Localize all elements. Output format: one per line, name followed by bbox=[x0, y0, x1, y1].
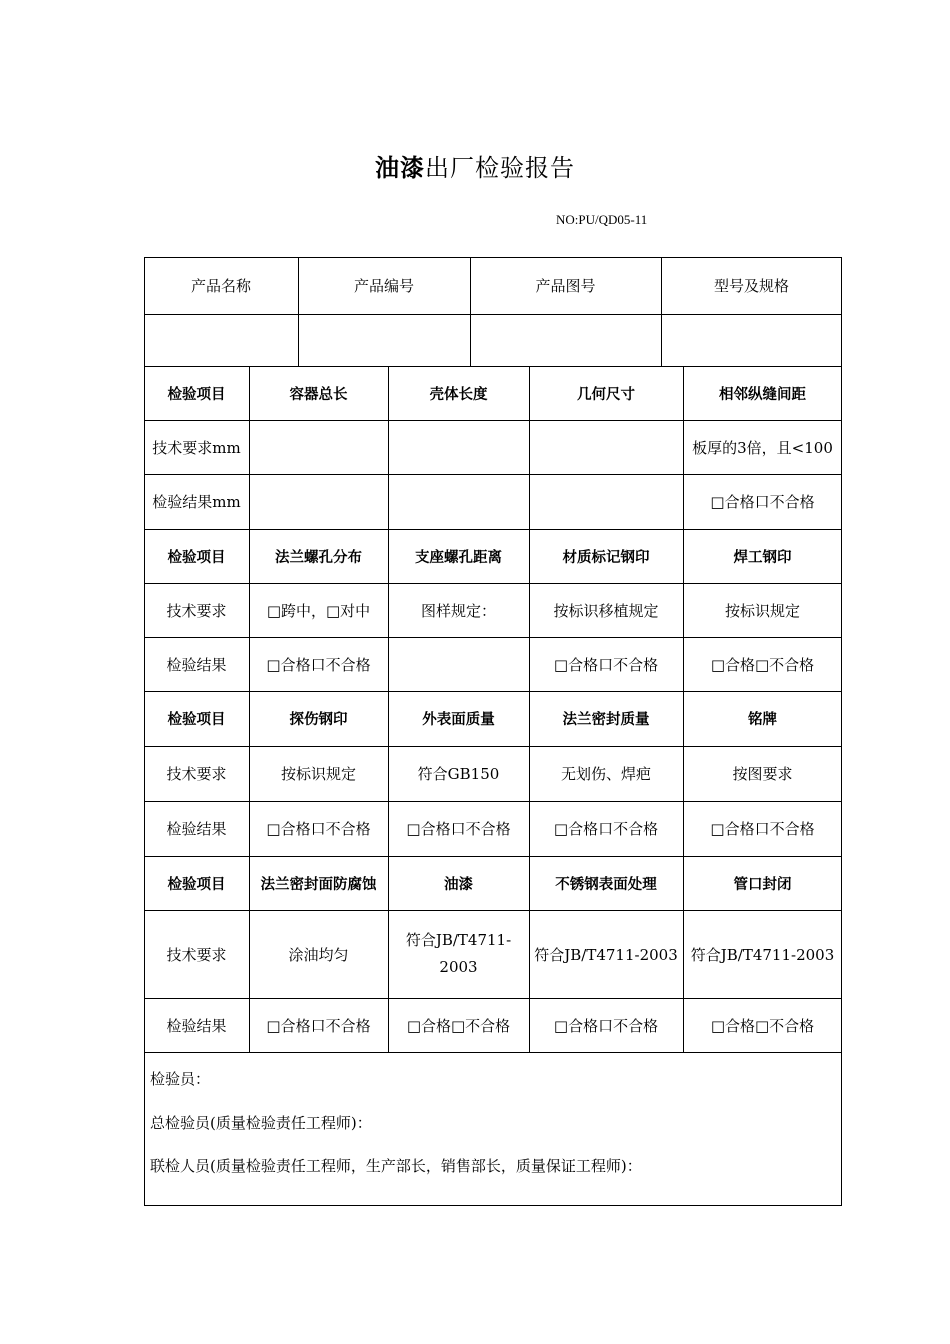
item-row-label: 检验项目 bbox=[167, 386, 226, 403]
requirement-cell bbox=[529, 420, 683, 474]
inspection-item-cell: 几何尺寸 bbox=[577, 386, 635, 403]
requirement-cell: 按标识规定 bbox=[724, 601, 800, 620]
result-cell: □合格□不合格 bbox=[406, 1016, 511, 1035]
inspection-item-cell: 容器总长 bbox=[289, 386, 348, 403]
result-cell: □合格口不合格 bbox=[553, 1016, 659, 1035]
inspector-signature-label: 检验员： bbox=[150, 1070, 211, 1088]
requirement-cell: 按标识规定 bbox=[280, 765, 356, 783]
result-cell: □合格□不合格 bbox=[710, 655, 815, 674]
inspection-item-cell: 壳体长度 bbox=[429, 386, 488, 403]
document-number: NO:PU/QD05-11 bbox=[556, 212, 648, 227]
requirement-cell: 符合JB/T4711-2003 bbox=[690, 945, 835, 964]
inspection-item-cell: 相邻纵缝间距 bbox=[719, 386, 806, 403]
inspection-item-cell: 材质标记钢印 bbox=[562, 549, 650, 566]
requirement-cell: 无划伤、焊疤 bbox=[560, 765, 651, 783]
inspection-item-cell: 法兰密封质量 bbox=[562, 712, 650, 728]
inspection-item-cell: 油漆 bbox=[444, 876, 473, 893]
product-value-cell bbox=[661, 314, 842, 366]
result-cell bbox=[388, 474, 529, 529]
table-rule bbox=[144, 1052, 842, 1053]
result-cell: □合格口不合格 bbox=[710, 493, 815, 511]
result-cell: □合格口不合格 bbox=[266, 655, 371, 674]
inspection-item-cell: 法兰密封面防腐蚀 bbox=[260, 876, 377, 893]
requirement-cell: 图样规定： bbox=[420, 601, 496, 620]
inspection-item-cell: 探伤钢印 bbox=[289, 712, 348, 728]
inspection-item-cell: 不锈钢表面处理 bbox=[555, 876, 657, 893]
result-cell: □合格□不合格 bbox=[710, 1016, 815, 1035]
requirement-row-label: 技术要求 bbox=[166, 765, 227, 783]
result-row-label: 检验结果 bbox=[166, 655, 227, 674]
result-cell: □合格口不合格 bbox=[406, 820, 511, 838]
inspection-item-cell: 焊工钢印 bbox=[733, 549, 792, 566]
inspection-item-cell: 管口封闭 bbox=[733, 876, 792, 893]
requirement-cell: 涂油均匀 bbox=[288, 945, 349, 964]
result-row-label: 检验结果 bbox=[166, 1016, 227, 1035]
inspection-item-cell: 支座螺孔距离 bbox=[415, 549, 502, 566]
requirement-cell bbox=[388, 420, 529, 474]
item-row-label: 检验项目 bbox=[167, 876, 226, 893]
result-row-label: 检验结果mm bbox=[152, 493, 241, 511]
requirement-cell: 符合GB150 bbox=[417, 765, 500, 783]
inspection-item-cell: 外表面质量 bbox=[422, 712, 495, 728]
requirement-row-label: 技术要求 bbox=[166, 945, 227, 964]
result-cell: □合格口不合格 bbox=[266, 1016, 371, 1035]
result-cell bbox=[249, 474, 388, 529]
title-rest-part: 出厂检验报告 bbox=[425, 154, 575, 182]
result-cell bbox=[529, 474, 683, 529]
result-row-label: 检验结果 bbox=[166, 820, 227, 838]
requirement-cell: 符合JB/T4711-2003 bbox=[405, 931, 512, 976]
title-bold-part: 油漆 bbox=[375, 153, 425, 182]
product-header-cell: 产品名称 bbox=[190, 277, 251, 295]
product-value-cell bbox=[470, 314, 661, 366]
requirement-cell bbox=[249, 420, 388, 474]
joint-inspectors-signature-label: 联检人员(质量检验责任工程师，生产部长，销售部长，质量保证工程师)： bbox=[150, 1157, 642, 1175]
product-header-cell: 产品图号 bbox=[535, 277, 596, 295]
inspection-item-cell: 铭牌 bbox=[748, 712, 777, 728]
requirement-cell: 按图要求 bbox=[732, 765, 793, 783]
requirement-row-label: 技术要求mm bbox=[152, 438, 241, 457]
result-cell: □合格口不合格 bbox=[553, 655, 659, 674]
product-header-cell: 产品编号 bbox=[353, 277, 414, 295]
result-cell bbox=[388, 637, 529, 691]
product-value-cell bbox=[298, 314, 470, 366]
requirement-cell: □跨中，□对中 bbox=[266, 601, 371, 620]
result-cell: □合格口不合格 bbox=[710, 820, 815, 838]
result-cell: □合格口不合格 bbox=[266, 820, 371, 838]
result-cell: □合格口不合格 bbox=[553, 820, 659, 838]
item-row-label: 检验项目 bbox=[167, 712, 226, 728]
requirement-cell: 符合JB/T4711-2003 bbox=[534, 945, 678, 964]
product-value-cell bbox=[144, 314, 298, 366]
chief-inspector-signature-label: 总检验员(质量检验责任工程师)： bbox=[150, 1114, 372, 1132]
requirement-row-label: 技术要求 bbox=[166, 601, 227, 620]
requirement-cell: 板厚的3倍，且<100 bbox=[692, 438, 833, 457]
inspection-item-cell: 法兰螺孔分布 bbox=[275, 549, 362, 566]
requirement-cell: 按标识移植规定 bbox=[553, 601, 659, 620]
item-row-label: 检验项目 bbox=[167, 549, 226, 566]
report-title bbox=[0, 148, 950, 183]
product-header-cell: 型号及规格 bbox=[713, 277, 789, 295]
